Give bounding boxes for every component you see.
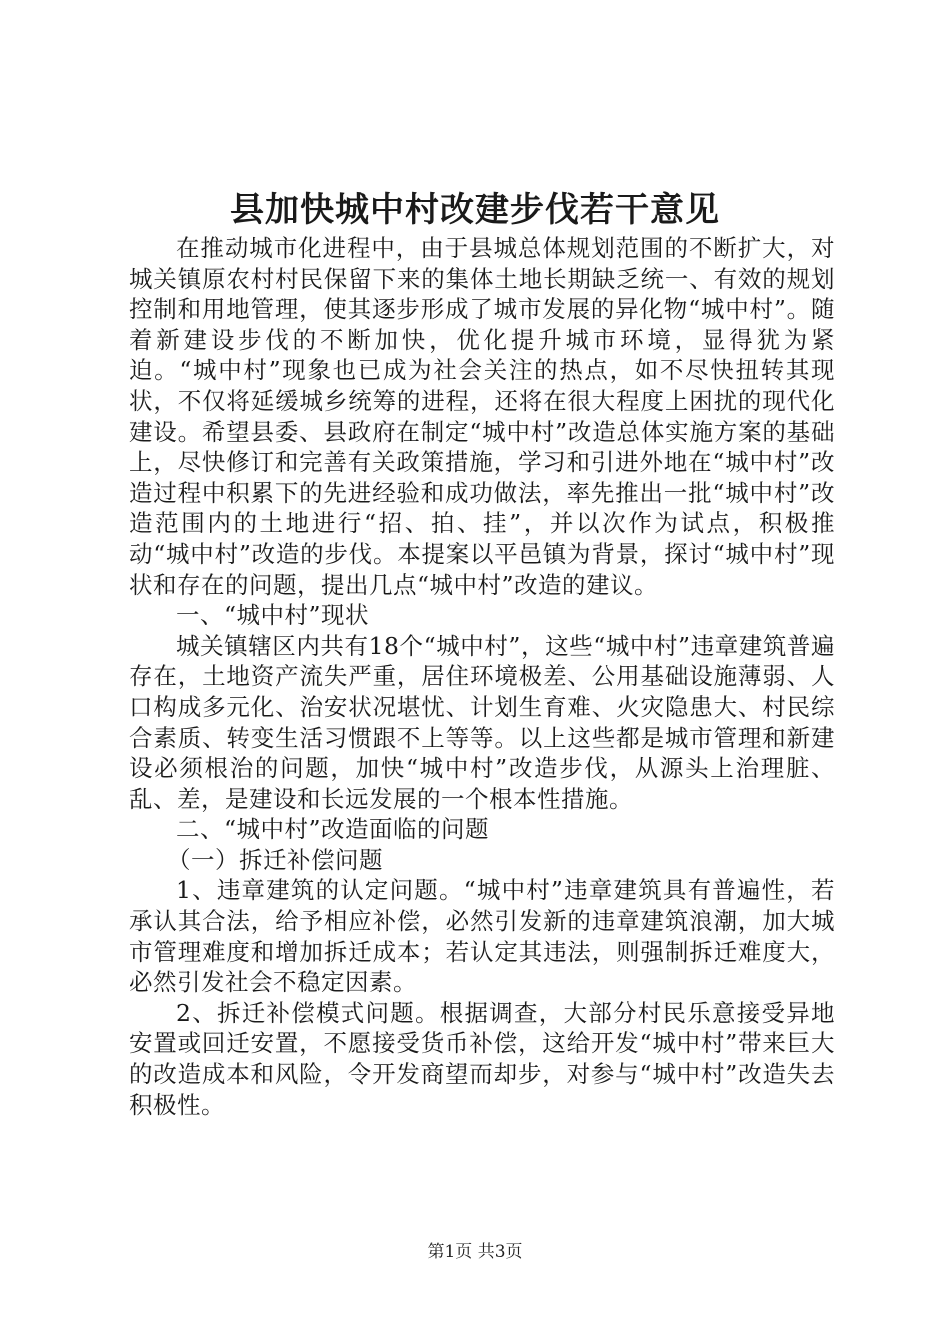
subsection-heading-compensation: （一）拆迁补偿问题 bbox=[167, 845, 383, 874]
paragraph-status: 城关镇辖区内共有18个“城中村”，这些“城中村”违章建筑普遍存在，土地资产流失严重，居住环境极差、公用基础设施薄弱、人口构成多元化、治安状况堪忧、计划生育难、火灾隐患大、村民综合素质、转变生活习惯跟不上等等。以上这些都是城市管理和新建设必须根治的问题，加快“城中村”改造步伐，从源头上治理脏、乱、差，是建设和长远发展的一个根本性措施。 bbox=[129, 631, 835, 813]
page-number-footer: 第1页 共3页 bbox=[427, 1242, 523, 1262]
section-heading-status: 一、“城中村”现状 bbox=[176, 601, 370, 630]
paragraph-intro: 在推动城市化进程中，由于县城总体规划范围的不断扩大，对城关镇原农村村民保留下来的集体土地长期缺乏统一、有效的规划控制和用地管理，使其逐步形成了城市发展的异化物“城中村”。随着新建设步伐的不断加快，优化提升城市环境，显得犹为紧迫。“城中村”现象也已成为社会关注的热点，如不尽快扭转其现状，不仅将延缓城乡统筹的进程，还将在很大程度上困扰的现代化建设。希望县委、县政府在制定“城中村”改造总体实施方案的基础上，尽快修订和完善有关政策措施，学习和引进外地在“城中村”改造过程中积累下的先进经验和成功做法，率先推出一批“城中村”改造范围内的土地进行“招、拍、挂”，并以次作为试点，积极推动“城中村”改造的步伐。本提案以平邑镇为背景，探讨“城中村”现状和存在的问题，提出几点“城中村”改造的建议。 bbox=[129, 234, 835, 599]
document-body bbox=[129, 233, 835, 1120]
paragraph-compensation-mode: 2、拆迁补偿模式问题。根据调查，大部分村民乐意接受异地安置或回迁安置，不愿接受货币补偿，这给开发“城中村”带来巨大的改造成本和风险，令开发商望而却步，对参与“城中村”改造失去积极性。 bbox=[129, 998, 835, 1119]
section-heading-problems: 二、“城中村”改造面临的问题 bbox=[176, 815, 490, 844]
document-title: 县加快城中村改建步伐若干意见 bbox=[230, 190, 720, 230]
paragraph-illegal-buildings: 1、违章建筑的认定问题。“城中村”违章建筑具有普遍性，若承认其合法，给予相应补偿，必然引发新的违章建筑浪潮，加大城市管理难度和增加拆迁成本；若认定其违法，则强制拆迁难度大，必然引发社会不稳定因素。 bbox=[129, 876, 835, 997]
